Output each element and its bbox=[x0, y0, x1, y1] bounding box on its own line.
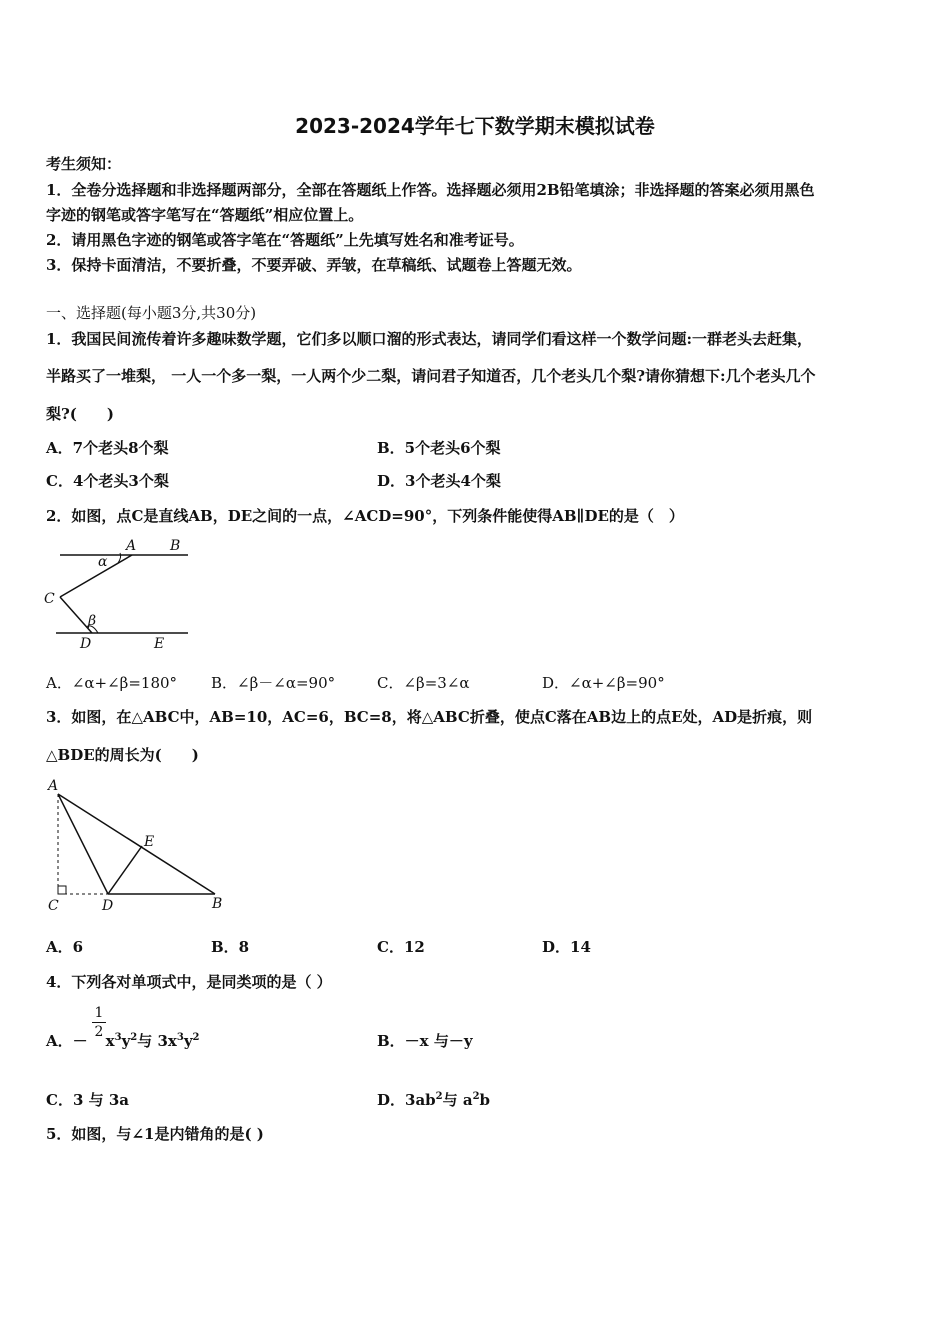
q2-option-a[interactable]: A．∠α+∠β=180° bbox=[46, 674, 178, 692]
label-beta: β bbox=[88, 613, 97, 629]
notice-item: 3．保持卡面清洁，不要折叠，不要弄破、弄皱，在草稿纸、试题卷上答题无效。 bbox=[46, 256, 582, 274]
label-b: B bbox=[212, 896, 223, 912]
question-5-text: 5．如图，与∠1是内错角的是( ) bbox=[46, 1125, 264, 1143]
q1-option-a[interactable]: A．7个老头8个梨 bbox=[46, 439, 169, 457]
question-3-text: 3．如图，在△ABC中，AB=10，AC=6，BC=8，将△ABC折叠，使点C落在AB边上的点E处，AD是折痕，则 bbox=[46, 708, 813, 726]
notice-heading: 考生须知： bbox=[46, 155, 122, 173]
question-1-text: 半路买了一堆梨， 一人一个多一梨，一人两个少二梨，请问君子知道否，几个老头几个梨?请你猜想下:几个老头几个 bbox=[46, 367, 816, 385]
fraction-one-half: 1 2 bbox=[92, 1005, 106, 1040]
label-c: C bbox=[48, 898, 59, 914]
label-b: B bbox=[170, 538, 181, 554]
q3-option-c[interactable]: C．12 bbox=[377, 938, 425, 956]
label-d: D bbox=[102, 898, 114, 914]
q3-figure bbox=[40, 776, 240, 916]
page-title: 2023-2024学年七下数学期末模拟试卷 bbox=[295, 114, 655, 138]
q2-figure bbox=[40, 535, 200, 655]
segment-ab bbox=[58, 794, 215, 894]
notice-item: 2．请用黑色字迹的钢笔或答字笔在“答题纸”上先填写姓名和准考证号。 bbox=[46, 231, 524, 249]
right-angle-mark bbox=[58, 886, 66, 894]
label-d: D bbox=[80, 636, 92, 652]
q3-option-a[interactable]: A．6 bbox=[46, 938, 84, 956]
q2-option-b[interactable]: B．∠β－∠α=90° bbox=[211, 674, 336, 692]
question-2-text: 2．如图，点C是直线AB，DE之间的一点，∠ACD=90°，下列条件能使得AB∥DE的是（ ） bbox=[46, 507, 684, 525]
segment-ad bbox=[58, 794, 108, 894]
q4-option-d[interactable]: D．$3ab^2$与 $a^2b$ bbox=[377, 1091, 491, 1109]
label-a: A bbox=[126, 538, 137, 554]
segment-de bbox=[108, 846, 142, 894]
label-e: E bbox=[154, 636, 165, 652]
question-3-text: △BDE的周长为( ) bbox=[46, 746, 199, 764]
q4-option-a[interactable]: A．－ $x^3y^2$与 $3x^3y^2$ bbox=[46, 1032, 200, 1050]
notice-item: 1．全卷分选择题和非选择题两部分，全部在答题纸上作答。选择题必须用2B铅笔填涂；非选择题的答案必须用黑色 bbox=[46, 181, 815, 199]
q4-option-c[interactable]: C．3 与 3a bbox=[46, 1091, 129, 1109]
q2-option-d[interactable]: D．∠α+∠β=90° bbox=[542, 674, 665, 692]
segment-ac bbox=[60, 555, 132, 597]
question-1-text: 1．我国民间流传着许多趣味数学题，它们多以顺口溜的形式表达，请同学们看这样一个数学问题:一群老头去赶集， bbox=[46, 330, 812, 348]
label-e: E bbox=[144, 834, 155, 850]
q3-option-b[interactable]: B．8 bbox=[211, 938, 250, 956]
notice-item: 字迹的钢笔或答字笔写在“答题纸”相应位置上。 bbox=[46, 206, 364, 224]
section-heading: 一、选择题(每小题3分,共30分) bbox=[46, 304, 257, 322]
q4-option-b[interactable]: B．－x 与－y bbox=[377, 1032, 473, 1050]
q1-option-c[interactable]: C．4个老头3个梨 bbox=[46, 472, 169, 490]
question-1-text: 梨?( ) bbox=[46, 405, 114, 423]
q1-option-b[interactable]: B．5个老头6个梨 bbox=[377, 439, 501, 457]
label-a: A bbox=[48, 778, 59, 794]
q1-option-d[interactable]: D．3个老头4个梨 bbox=[377, 472, 501, 490]
q3-option-d[interactable]: D．14 bbox=[542, 938, 591, 956]
label-c: C bbox=[44, 591, 55, 607]
label-alpha: α bbox=[98, 554, 108, 570]
q2-option-c[interactable]: C．∠β=3∠α bbox=[377, 674, 470, 692]
question-4-text: 4．下列各对单项式中，是同类项的是（ ） bbox=[46, 973, 332, 991]
